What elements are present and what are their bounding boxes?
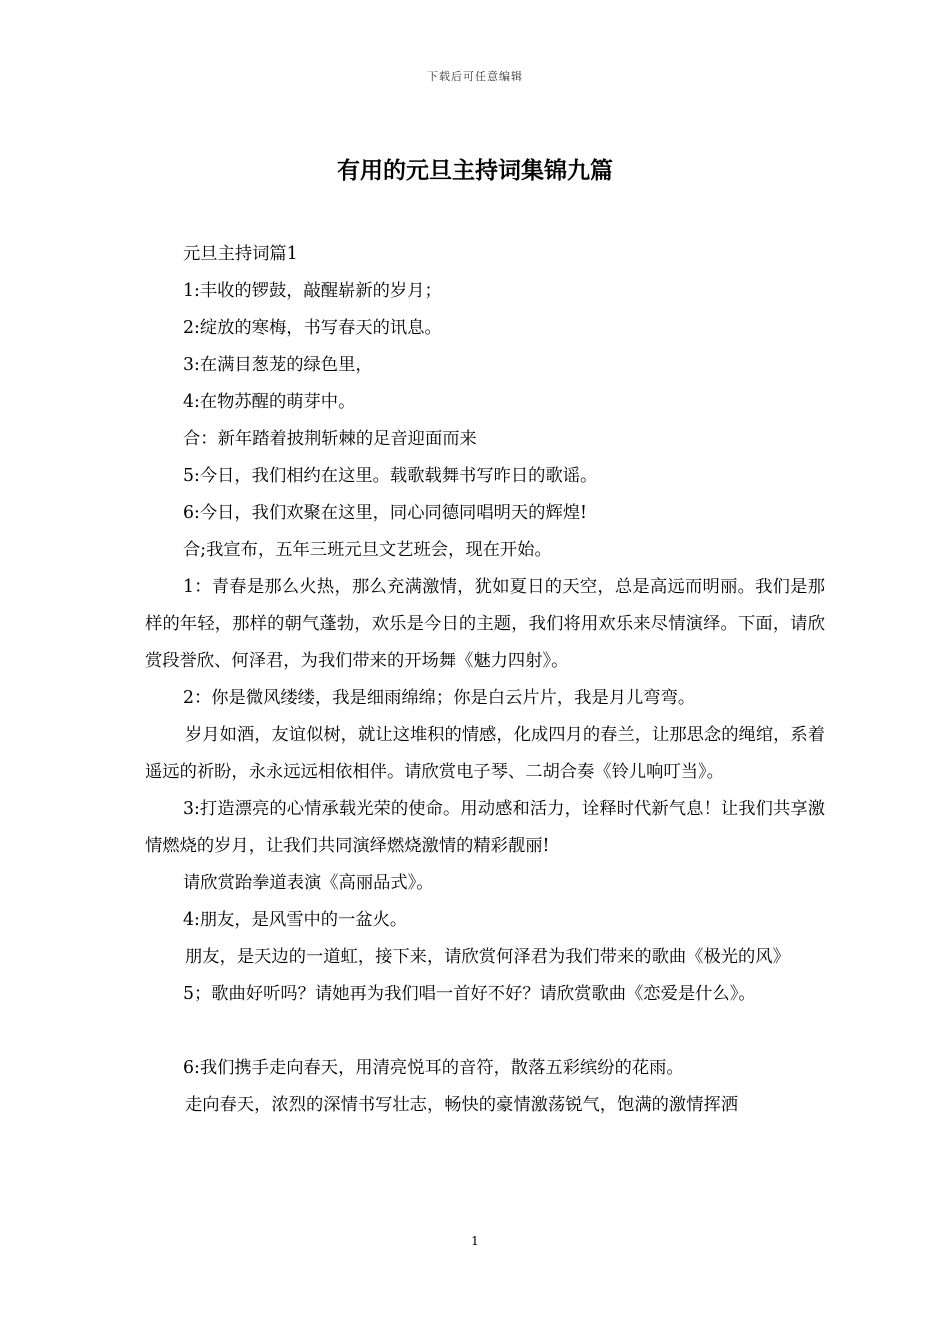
paragraph: 请欣赏跆拳道表演《高丽品式》。 <box>183 873 434 893</box>
paragraph: 3:在满目葱茏的绿色里， <box>183 355 373 375</box>
paragraph: 合;我宣布，五年三班元旦文艺班会，现在开始。 <box>183 540 552 560</box>
paragraph: 5:今日，我们相约在这里。载歌载舞书写昨日的歌谣。 <box>183 466 598 486</box>
paragraph: 6:今日，我们欢聚在这里，同心同德同唱明天的辉煌! <box>183 503 587 523</box>
paragraph: 3:打造漂亮的心情承载光荣的使命。用动感和活力，诠释时代新气息！让我们共享激情燃烧的岁月，让我们共同演绎燃烧激情的精彩靓丽! <box>145 799 825 856</box>
paragraph: 2:绽放的寒梅，书写春天的讯息。 <box>183 318 442 338</box>
paragraph: 4:在物苏醒的萌芽中。 <box>183 392 356 412</box>
page-number: 1 <box>471 1234 479 1248</box>
paragraph: 走向春天，浓烈的深情书写壮志，畅快的豪情激荡锐气，饱满的激情挥洒 <box>185 1095 739 1115</box>
blank-line <box>145 1013 825 1050</box>
paragraph: 合：新年踏着披荆斩棘的足音迎面而来 <box>183 429 477 449</box>
paragraph: 1：青春是那么火热，那么充满激情，犹如夏日的天空，总是高远而明丽。我们是那样的年轻，那样的朝气蓬勃，欢乐是今日的主题，我们将用欢乐来尽情演绎。下面，请欣赏段誉欣、何泽君，为我们带来的开场舞《魅力四射》。 <box>145 577 825 671</box>
paragraph: 朋友，是天边的一道虹，接下来，请欣赏何泽君为我们带来的歌曲《极光的风》 <box>185 947 790 967</box>
page-header-note: 下载后可任意编辑 <box>427 70 523 83</box>
paragraph: 6:我们携手走向春天，用清亮悦耳的音符，散落五彩缤纷的花雨。 <box>183 1058 684 1078</box>
document-title: 有用的元旦主持词集锦九篇 <box>337 158 613 184</box>
paragraph: 岁月如酒，友谊似树，就让这堆积的情感，化成四月的春兰，让那思念的绳绾，系着遥远的祈盼，永永远远相依相伴。请欣赏电子琴、二胡合奏《铃儿响叮当》。 <box>145 725 825 782</box>
paragraph: 1:丰收的锣鼓，敲醒崭新的岁月； <box>183 281 442 301</box>
paragraph: 5；歌曲好听吗？请她再为我们唱一首好不好？请欣赏歌曲《恋爱是什么》。 <box>183 984 756 1004</box>
document-body <box>145 236 825 1124</box>
section-heading: 元旦主持词篇1 <box>183 244 298 264</box>
paragraph: 2：你是微风缕缕，我是细雨绵绵；你是白云片片，我是月儿弯弯。 <box>183 688 696 708</box>
paragraph: 4:朋友，是风雪中的一盆火。 <box>183 910 408 930</box>
